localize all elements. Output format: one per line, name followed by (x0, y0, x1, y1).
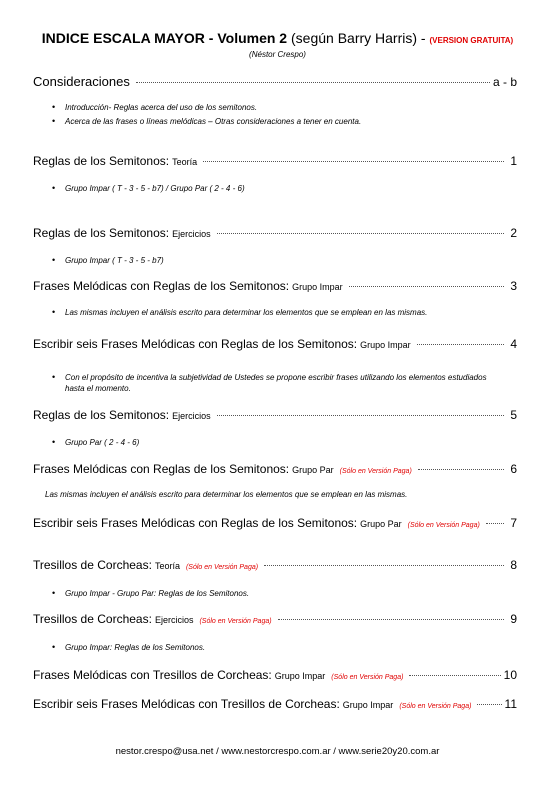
leader-dots (278, 619, 504, 620)
document-title (0, 30, 555, 46)
leader-dots (264, 565, 504, 566)
title-subtitle: (según Barry Harris) - (291, 30, 426, 46)
toc-entry (33, 279, 517, 293)
toc-entry (33, 337, 517, 351)
leader-dots (409, 675, 500, 676)
free-version-tag: (VERSION GRATUITA) (429, 36, 514, 45)
entry-title: Tresillos de Corcheas: (33, 612, 152, 626)
paid-version-note: (Sólo en Versión Paga) (199, 618, 272, 625)
entry-page: 10 (503, 668, 517, 682)
bullet-item: • Introducción- Reglas acerca del uso de los semitonos. (65, 102, 505, 113)
bullet-item: • Con el propósito de incentiva la subjetividad de Ustedes se propone escribir frases utilizando los elementos estudiados hasta el momento. (65, 372, 505, 394)
entry-page: a - b (492, 75, 517, 89)
entry-subtitle: Ejercicios (154, 615, 194, 625)
entry-title: Escribir seis Frases Melódicas con Tresillos de Corcheas: (33, 697, 340, 711)
paid-version-note: (Sólo en Versión Paga) (331, 674, 404, 681)
leader-dots (136, 82, 490, 83)
title-main: INDICE ESCALA MAYOR - (41, 30, 214, 46)
entry-title: Escribir seis Frases Melódicas con Reglas de los Semitonos: (33, 516, 358, 530)
entry-page: 3 (510, 279, 517, 293)
entry-page: 5 (510, 408, 517, 422)
paid-version-note: (Sólo en Versión Paga) (399, 703, 472, 710)
leader-dots (217, 415, 504, 416)
author: (Néstor Crespo) (249, 50, 306, 59)
entry-title: Frases Melódicas con Reglas de los Semitonos: (33, 279, 290, 293)
leader-dots (477, 704, 501, 705)
leader-dots (418, 469, 504, 470)
footer-contact: nestor.crespo@usa.net / www.nestorcrespo.com.ar / www.serie20y20.com.ar (115, 746, 440, 757)
leader-dots (349, 286, 504, 287)
entry-page: 4 (510, 337, 517, 351)
toc-entry (33, 516, 517, 530)
toc-entry-consideraciones (33, 74, 517, 89)
bullet-item: • Grupo Impar - Grupo Par: Reglas de los Semitonos. (65, 588, 505, 599)
paid-version-note: (Sólo en Versión Paga) (339, 468, 412, 475)
entry-title: Frases Melódicas con Reglas de los Semitonos: (33, 462, 290, 476)
bullet-item: • Grupo Impar ( T - 3 - 5 - b7) / Grupo Par ( 2 - 4 - 6) (65, 183, 505, 194)
entry-subtitle: Teoría (154, 561, 180, 571)
toc-entry (33, 697, 517, 711)
toc-entry (33, 612, 517, 626)
bullet-item: • Grupo Impar ( T - 3 - 5 - b7) (65, 255, 505, 266)
entry-page: 1 (510, 154, 517, 168)
entry-title: Frases Melódicas con Tresillos de Corcheas: (33, 668, 272, 682)
entry-subtitle: Grupo Impar (292, 282, 343, 292)
entry-page: 9 (510, 612, 517, 626)
paid-version-note: (Sólo en Versión Paga) (185, 564, 259, 571)
entry-title: Reglas de los Semitonos: (33, 408, 170, 422)
entry-subtitle: Grupo Par (360, 519, 402, 529)
entry-page: 7 (510, 516, 517, 530)
toc-entry (33, 154, 517, 168)
entry-subtitle: Grupo Impar (360, 340, 411, 350)
paid-version-note: (Sólo en Versión Paga) (407, 522, 480, 529)
entry-title: Tresillos de Corcheas: (33, 558, 152, 572)
entry-subtitle: Teoría (172, 157, 198, 167)
leader-dots (417, 344, 504, 345)
bullet-item: • Grupo Impar: Reglas de los Semitonos. (65, 642, 505, 653)
entry-subtitle: Grupo Par (292, 465, 334, 475)
toc-entry (33, 668, 517, 682)
leader-dots (486, 523, 504, 524)
entry-title: Consideraciones (33, 74, 130, 89)
title-volume: Volumen 2 (217, 30, 288, 46)
toc-entry (33, 408, 517, 422)
bullet-item: • Las mismas incluyen el análisis escrito para determinar los elementos que se emplean en las mismas. (65, 307, 505, 318)
entry-subtitle: Grupo Impar (274, 671, 326, 681)
entry-page: 11 (504, 697, 517, 711)
bullet-item: • Acerca de las frases o líneas melódicas – Otras consideraciones a tener en cuenta. (65, 116, 505, 127)
entry-title: Escribir seis Frases Melódicas con Reglas de los Semitonos: (33, 337, 358, 351)
leader-dots (217, 233, 504, 234)
bullet-item: • Grupo Par ( 2 - 4 - 6) (65, 437, 505, 448)
leader-dots (203, 161, 504, 162)
entry-page: 2 (510, 226, 517, 240)
entry-title: Reglas de los Semitonos: (33, 154, 170, 168)
entry-note: Las mismas incluyen el análisis escrito para determinar los elementos que se emplean en las mismas. (45, 490, 408, 499)
toc-entry (33, 558, 517, 572)
entry-subtitle: Ejercicios (172, 411, 211, 421)
entry-page: 6 (510, 462, 517, 476)
entry-subtitle: Grupo Impar (342, 700, 394, 710)
toc-entry (33, 226, 517, 240)
entry-subtitle: Ejercicios (172, 229, 211, 239)
entry-title: Reglas de los Semitonos: (33, 226, 170, 240)
toc-entry (33, 462, 517, 476)
entry-page: 8 (510, 558, 517, 572)
